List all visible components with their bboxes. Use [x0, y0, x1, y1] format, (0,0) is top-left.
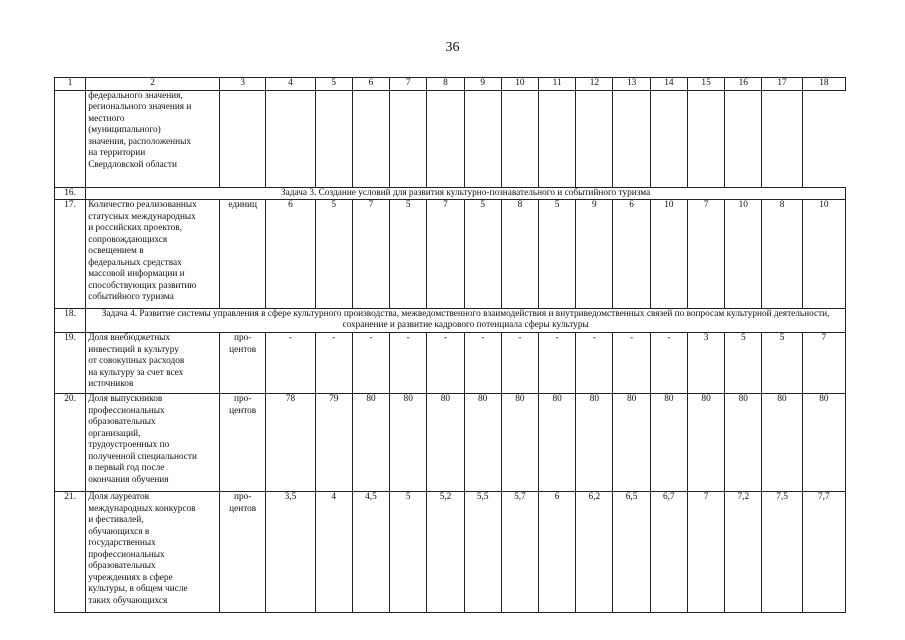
indicator-name: Доля лауреатов международных конкурсов и фестивалей, обучающихся в государственных профессиональных образовательных учреждениях в сфере культуры, в общем числе таких обучающихся	[86, 492, 220, 613]
row-number: 20.	[55, 394, 86, 492]
value-cell: 78	[266, 394, 315, 492]
indicator-name: Количество реализованных статусных международных и российских проектов, сопровождающихся освещением в федеральных средствах массовой информации и способствующих развитию событийного туризма	[86, 200, 220, 309]
value-cell: 5,7	[501, 492, 538, 613]
column-header: 2	[86, 78, 220, 91]
value-cell: 7	[802, 333, 845, 394]
column-header: 3	[220, 78, 266, 91]
value-cell: -	[464, 333, 501, 394]
column-header: 11	[539, 78, 576, 91]
column-header: 12	[576, 78, 613, 91]
task-title: Задача 3. Создание условий для развития культурно-познавательного и событийного туризма	[86, 187, 846, 200]
value-cell: 80	[501, 394, 538, 492]
value-cell: -	[613, 333, 650, 394]
indicator-name: Доля выпускников профессиональных образовательных организаций, трудоустроенных по полученной специальности в первый год после окончания обучения	[86, 394, 220, 492]
value-cell: 6	[266, 200, 315, 309]
column-header: 10	[501, 78, 538, 91]
value-cell: 80	[464, 394, 501, 492]
value-cell: 8	[762, 200, 802, 309]
column-header: 17	[762, 78, 802, 91]
value-cell: 5,5	[464, 492, 501, 613]
table-row	[55, 492, 846, 613]
value-cell: -	[390, 333, 427, 394]
value-cell: 5	[390, 492, 427, 613]
column-header: 8	[427, 78, 464, 91]
value-cell: -	[266, 333, 315, 394]
value-cell: 7	[427, 200, 464, 309]
column-header: 14	[650, 78, 687, 91]
unit-cell: про- центов	[220, 333, 266, 394]
value-cell: -	[539, 333, 576, 394]
value-cell: 80	[802, 394, 845, 492]
unit-cell: про- центов	[220, 394, 266, 492]
continued-row	[55, 90, 846, 187]
value-cell: 80	[576, 394, 613, 492]
value-cell: 80	[650, 394, 687, 492]
column-header: 18	[802, 78, 845, 91]
value-cell: 10	[802, 200, 845, 309]
column-header: 1	[55, 78, 86, 91]
task-row	[55, 187, 846, 200]
row-number: 16.	[55, 187, 86, 200]
value-cell: 80	[352, 394, 389, 492]
value-cell: 80	[427, 394, 464, 492]
column-header: 15	[687, 78, 724, 91]
indicator-name: федерального значения, регионального значения и местного (муниципального) значения, расположенных на территории Свердловской области	[86, 90, 220, 187]
column-header: 7	[390, 78, 427, 91]
indicators-table	[54, 77, 846, 613]
column-header: 5	[315, 78, 352, 91]
value-cell: 7,7	[802, 492, 845, 613]
value-cell: 80	[539, 394, 576, 492]
column-header: 9	[464, 78, 501, 91]
row-number: 21.	[55, 492, 86, 613]
value-cell: -	[315, 333, 352, 394]
value-cell: 5	[464, 200, 501, 309]
value-cell: -	[650, 333, 687, 394]
column-header: 13	[613, 78, 650, 91]
row-number: 18.	[55, 309, 86, 333]
unit-cell: про- центов	[220, 492, 266, 613]
task-row	[55, 309, 846, 333]
value-cell: 6,5	[613, 492, 650, 613]
value-cell: 5	[539, 200, 576, 309]
value-cell: 6,7	[650, 492, 687, 613]
value-cell: 7,5	[762, 492, 802, 613]
value-cell: 6,2	[576, 492, 613, 613]
page-number: 36	[445, 40, 460, 55]
value-cell: 7	[687, 200, 724, 309]
value-cell: 6	[539, 492, 576, 613]
table-row	[55, 333, 846, 394]
value-cell: 5,2	[427, 492, 464, 613]
row-number: 19.	[55, 333, 86, 394]
value-cell: 3,5	[266, 492, 315, 613]
value-cell: 7,2	[725, 492, 762, 613]
value-cell: 80	[613, 394, 650, 492]
value-cell: -	[576, 333, 613, 394]
table-row	[55, 394, 846, 492]
value-cell: -	[427, 333, 464, 394]
column-header: 4	[266, 78, 315, 91]
row-number	[55, 90, 86, 187]
row-number: 17.	[55, 200, 86, 309]
value-cell: 4	[315, 492, 352, 613]
value-cell: 8	[501, 200, 538, 309]
value-cell: 3	[687, 333, 724, 394]
unit-cell: единиц	[220, 200, 266, 309]
value-cell: -	[352, 333, 389, 394]
value-cell: 80	[390, 394, 427, 492]
task-title: Задача 4. Развитие системы управления в сфере культурного производства, межведомственного взаимодействия и внутриведомственных связей по вопросам культурной деятельности, сохранение и развитие кадрового потенциала сферы культуры	[86, 309, 846, 333]
value-cell: 9	[576, 200, 613, 309]
value-cell: 5	[315, 200, 352, 309]
column-header: 6	[352, 78, 389, 91]
value-cell: 7	[687, 492, 724, 613]
value-cell: 7	[352, 200, 389, 309]
column-header: 16	[725, 78, 762, 91]
value-cell: 5	[725, 333, 762, 394]
value-cell: 4,5	[352, 492, 389, 613]
table-row	[55, 200, 846, 309]
value-cell: 80	[687, 394, 724, 492]
indicator-name: Доля внебюджетных инвестиций в культуру от совокупных расходов на культуру за счет всех источников	[86, 333, 220, 394]
value-cell: 6	[613, 200, 650, 309]
value-cell: 5	[390, 200, 427, 309]
value-cell: 80	[762, 394, 802, 492]
value-cell: 5	[762, 333, 802, 394]
value-cell: 80	[725, 394, 762, 492]
header-row	[55, 78, 846, 91]
value-cell: 79	[315, 394, 352, 492]
value-cell: -	[501, 333, 538, 394]
value-cell: 10	[725, 200, 762, 309]
value-cell: 10	[650, 200, 687, 309]
